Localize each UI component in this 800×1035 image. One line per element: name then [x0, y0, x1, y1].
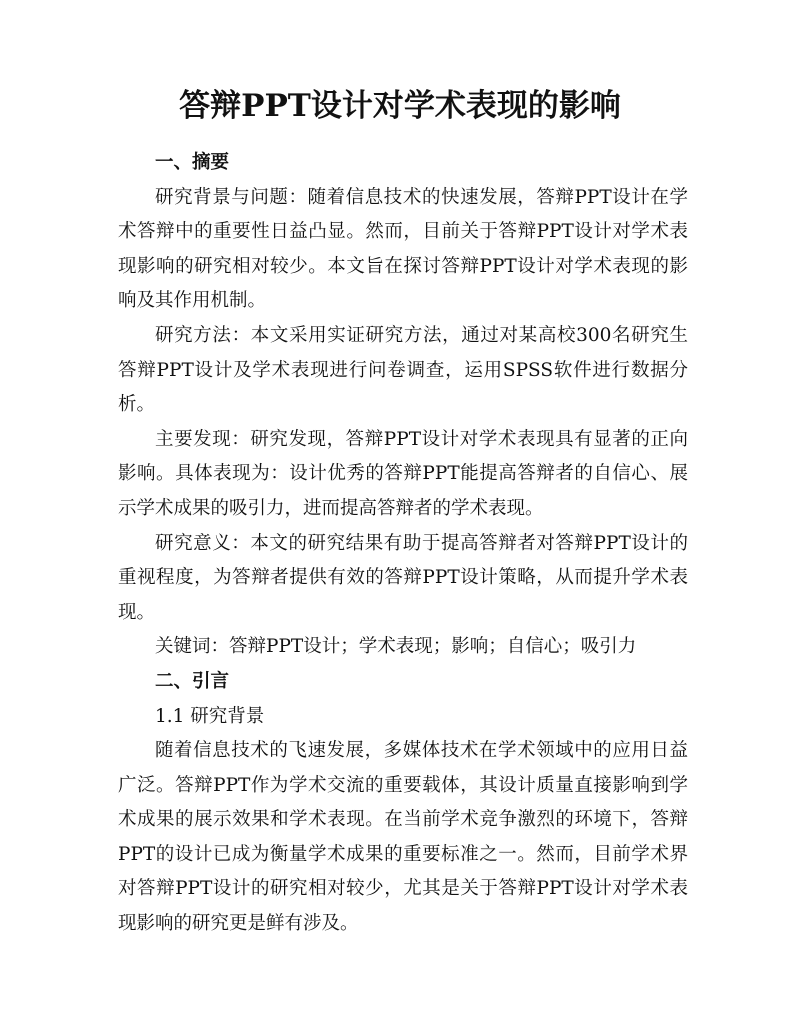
abstract-findings-paragraph: 主要发现：研究发现，答辩PPT设计对学术表现具有显著的正向影响。具体表现为：设计优秀的答辩PPT能提高答辩者的自信心、展示学术成果的吸引力，进而提高答辩者的学术表现。 — [118, 428, 688, 519]
intro-heading: 二、引言 — [155, 670, 230, 692]
abstract-significance-paragraph: 研究意义：本文的研究结果有助于提高答辩者对答辩PPT设计的重视程度，为答辩者提供有效的答辩PPT设计策略，从而提升学术表现。 — [118, 532, 688, 623]
abstract-background-paragraph: 研究背景与问题：随着信息技术的快速发展，答辩PPT设计在学术答辩中的重要性日益凸显。然而，目前关于答辩PPT设计对学术表现影响的研究相对较少。本文旨在探讨答辩PPT设计对学术表现的影响及其作用机制。 — [118, 186, 688, 312]
document-body — [118, 146, 688, 942]
keywords-line: 关键词：答辩PPT设计；学术表现；影响；自信心；吸引力 — [155, 636, 637, 658]
document-title: 答辩PPT设计对学术表现的影响 — [179, 88, 621, 124]
intro-background-paragraph: 随着信息技术的飞速发展，多媒体技术在学术领域中的应用日益广泛。答辩PPT作为学术交流的重要载体，其设计质量直接影响到学术成果的展示效果和学术表现。在当前学术竞争激烈的环境下，答辩PPT的设计已成为衡量学术成果的重要标准之一。然而，目前学术界对答辩PPT设计的研究相对较少，尤其是关于答辩PPT设计对学术表现影响的研究更是鲜有涉及。 — [118, 740, 688, 935]
intro-subheading: 1.1 研究背景 — [155, 705, 265, 727]
abstract-method-paragraph: 研究方法：本文采用实证研究方法，通过对某高校300名研究生答辩PPT设计及学术表现进行问卷调查，运用SPSS软件进行数据分析。 — [118, 324, 688, 416]
abstract-heading: 一、摘要 — [155, 152, 230, 173]
